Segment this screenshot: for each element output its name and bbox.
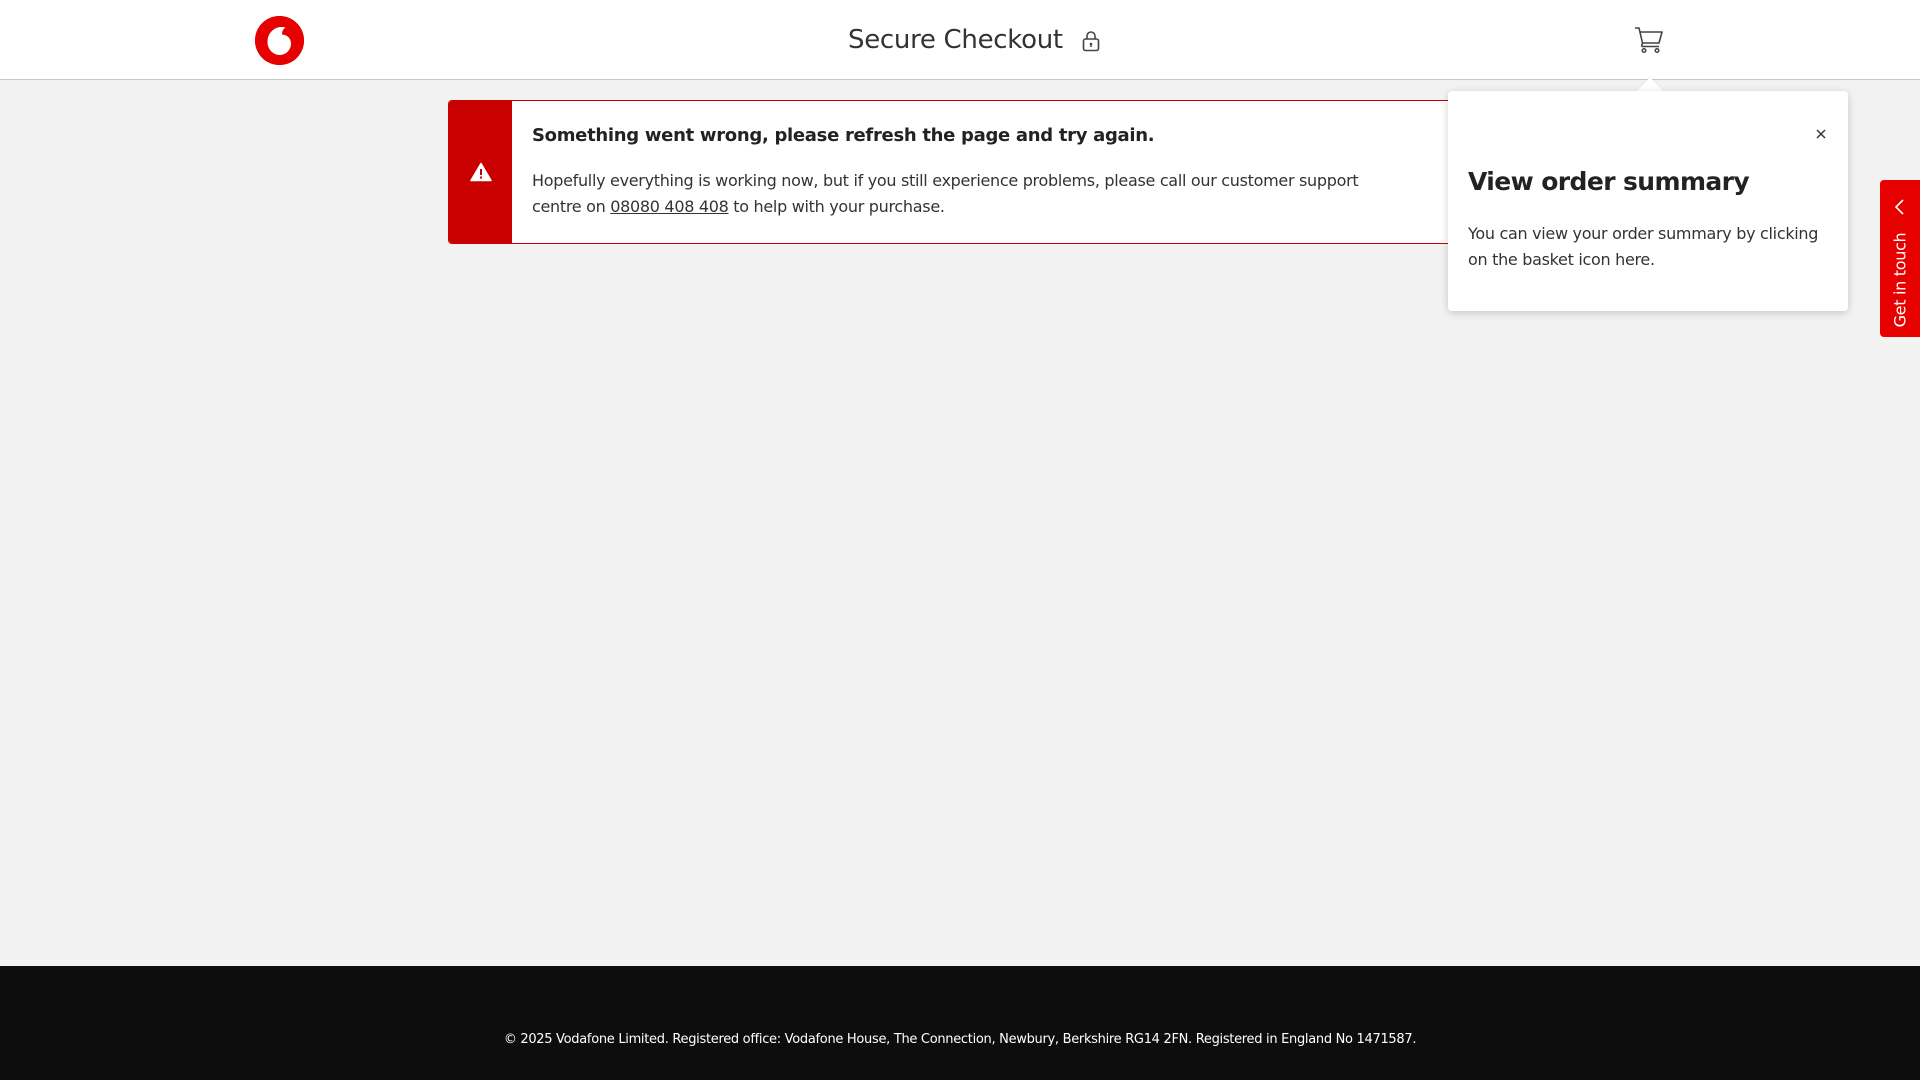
order-summary-popover	[1448, 91, 1848, 311]
alert-body-suffix: to help with your purchase.	[733, 197, 945, 216]
alert-body-prefix: Hopefully everything is working now, but if you still experience problems, please call our customer support centre on	[532, 171, 1359, 216]
alert-title: Something went wrong, please refresh the page and try again.	[532, 125, 1155, 146]
chevron-left-icon	[1892, 198, 1908, 216]
error-alert	[448, 100, 1488, 244]
site-footer	[0, 966, 1920, 1080]
page-title: Secure Checkout	[848, 25, 1063, 55]
vodafone-logo[interactable]	[255, 16, 304, 65]
close-icon	[1814, 127, 1828, 141]
lock-icon	[1081, 30, 1101, 52]
header-title-group	[848, 22, 1101, 58]
popover-text: You can view your order summary by clicking on the basket icon here.	[1468, 224, 1819, 269]
get-in-touch-tab[interactable]	[1880, 180, 1920, 337]
vodafone-logo-mark	[255, 16, 304, 65]
site-header	[0, 0, 1920, 80]
basket-button[interactable]	[1633, 24, 1665, 54]
footer-copyright: © 2025 Vodafone Limited. Registered office: Vodafone House, The Connection, Newbury, Berkshire RG14 2FN. Registered in England No 1471587.	[503, 1032, 1417, 1047]
warning-icon	[470, 162, 492, 182]
get-in-touch-label: Get in touch	[1890, 232, 1910, 328]
popover-title: View order summary	[1468, 167, 1750, 196]
alert-icon-strip	[449, 101, 512, 243]
support-phone-link[interactable]: 08080 408 408	[610, 197, 729, 216]
close-button[interactable]	[1814, 127, 1828, 141]
alert-content	[532, 125, 1463, 220]
popover-arrow	[1636, 77, 1664, 92]
alert-body	[532, 168, 1372, 220]
basket-icon	[1633, 24, 1665, 54]
